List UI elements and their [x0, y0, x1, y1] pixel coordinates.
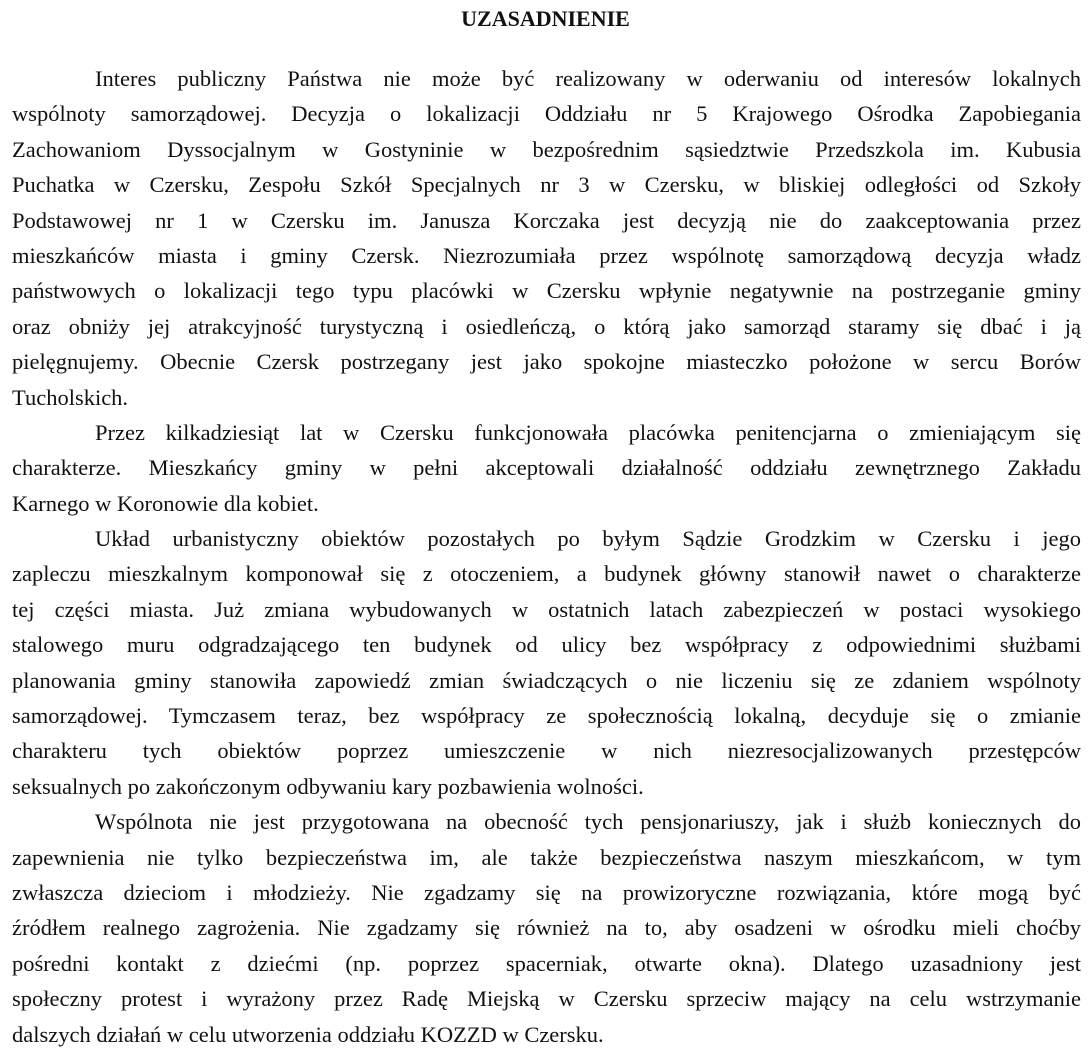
text-line: seksualnych po zakończonym odbywaniu kary pozbawienia wolności. — [12, 773, 644, 799]
text-line: Przez kilkadziesiąt lat w Czersku funkcjonowała placówka penitencjarna o zmieniającym się — [95, 419, 1081, 445]
text-line: mieszkańców miasta i gminy Czersk. Niezrozumiała przez wspólnotę samorządową decyzja władz — [12, 242, 1081, 268]
text-line: planowania gminy stanowiła zapowiedź zmian świadczących o nie liczeniu się ze zdaniem wspólnoty — [12, 667, 1081, 693]
text-line: zapewnienia nie tylko bezpieczeństwa im, ale także bezpieczeństwa naszym mieszkańcom, w tym — [12, 844, 1081, 870]
text-line: Wspólnota nie jest przygotowana na obecność tych pensjonariuszy, jak i służb koniecznych do — [95, 809, 1081, 835]
text-line: charakterze. Mieszkańcy gminy w pełni akceptowali działalność oddziału zewnętrznego Zakładu — [12, 455, 1081, 481]
text-line: Podstawowej nr 1 w Czersku im. Janusza Korczaka jest decyzją nie do zaakceptowania przez — [12, 207, 1081, 233]
text-line: pielęgnujemy. Obecnie Czersk postrzegany jest jako spokojne miasteczko położone w sercu Borów — [12, 349, 1081, 375]
paragraph — [12, 804, 1081, 1052]
text-line: stalowego muru odgradzającego ten budynek od ulicy bez współpracy z odpowiednimi służbami — [12, 632, 1081, 658]
text-line: społeczny protest i wyrażony przez Radę Miejską w Czersku sprzeciw mający na celu wstrzymanie — [12, 986, 1081, 1012]
paragraph — [12, 61, 1081, 415]
text-line: charakteru tych obiektów poprzez umieszczenie w nich niezresocjalizowanych przestępców — [12, 738, 1081, 764]
text-line: Układ urbanistyczny obiektów pozostałych po byłym Sądzie Grodzkim w Czersku i jego — [95, 526, 1081, 552]
text-line: państwowych o lokalizacji tego typu placówki w Czersku wpłynie negatywnie na postrzeganie gminy — [12, 278, 1081, 304]
text-line: dalszych działań w celu utworzenia oddziału KOZZD w Czersku. — [12, 1021, 604, 1047]
text-line: Puchatka w Czersku, Zespołu Szkół Specjalnych nr 3 w Czersku, w bliskiej odległości od Szkoły — [12, 172, 1081, 198]
text-line: źródłem realnego zagrożenia. Nie zgadzamy się również na to, aby osadzeni w ośrodku mieli choćby — [12, 915, 1081, 941]
paragraph — [12, 521, 1081, 804]
text-line: zapleczu mieszkalnym komponował się z otoczeniem, a budynek główny stanowił nawet o charakterze — [12, 561, 1081, 587]
text-line: Interes publiczny Państwa nie może być realizowany w oderwaniu od interesów lokalnych — [95, 66, 1081, 91]
document-body — [12, 61, 1081, 1052]
text-line: oraz obniży jej atrakcyjność turystyczną i osiedleńczą, o którą jako samorząd staramy się dbać i ją — [12, 313, 1081, 339]
document-title: UZASADNIENIE — [461, 6, 630, 31]
text-line: Tucholskich. — [12, 384, 129, 410]
text-line: pośredni kontakt z dziećmi (np. poprzez spacerniak, otwarte okna). Dlatego uzasadniony jest — [12, 950, 1081, 976]
text-line: tej części miasta. Już zmiana wybudowanych w ostatnich latach zabezpieczeń w postaci wysokiego — [12, 596, 1081, 622]
paragraph — [12, 415, 1081, 521]
text-line: samorządowej. Tymczasem teraz, bez współpracy ze społecznością lokalną, decyduje się o zmianie — [12, 703, 1081, 729]
text-line: Zachowaniom Dyssocjalnym w Gostyninie w bezpośrednim sąsiedztwie Przedszkola im. Kubusia — [12, 136, 1081, 162]
text-line: Karnego w Koronowie dla kobiet. — [12, 490, 319, 516]
text-line: wspólnoty samorządowej. Decyzja o lokalizacji Oddziału nr 5 Krajowego Ośrodka Zapobiegania — [12, 101, 1081, 127]
text-line: zwłaszcza dzieciom i młodzieży. Nie zgadzamy się na prowizoryczne rozwiązania, które mogą być — [12, 879, 1081, 905]
